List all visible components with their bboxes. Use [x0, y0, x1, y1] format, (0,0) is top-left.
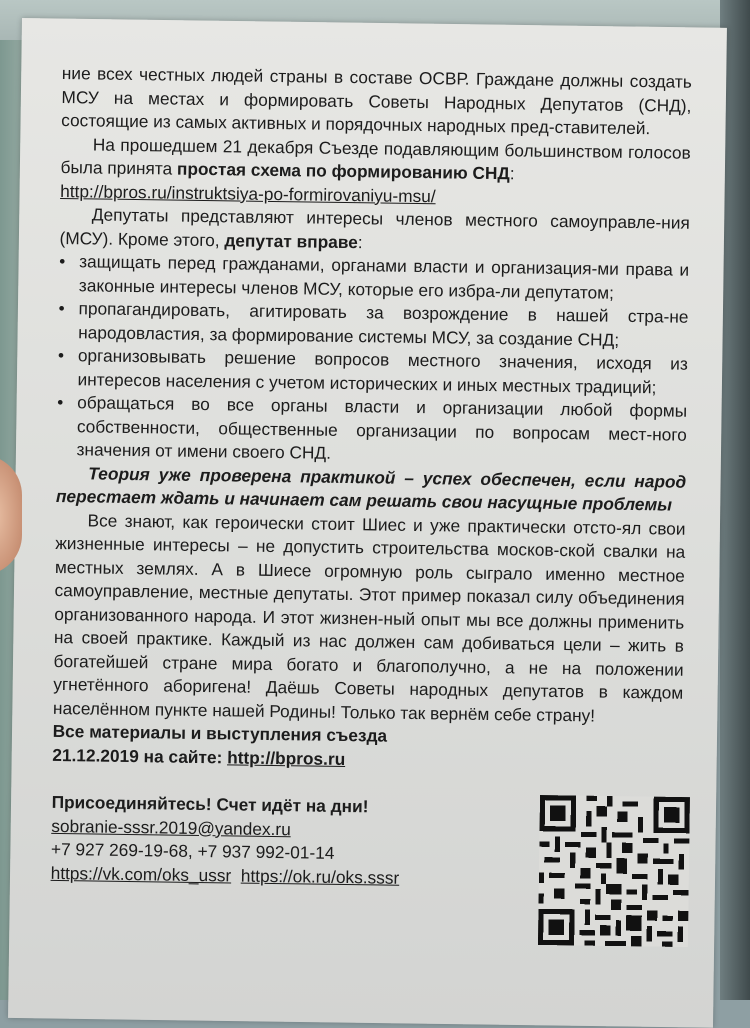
list-item: • защищать перед гражданами, органами власти и организация-ми права и законные интересы членов МСУ, которые его избра-ли депутатом; — [79, 250, 690, 306]
vk-link: https://vk.com/oks_ussr — [50, 862, 232, 885]
leaflet-text — [51, 62, 692, 894]
paragraph-2: На прошедшем 21 декабря Съезде подавляющим большинством голосов была принята простая схема по формированию СНД: http://bpros.ru/instruktsiya-po-formirovaniyu-msu/ — [60, 133, 691, 206]
emphasis-paragraph: Теория уже проверена практикой – успех обеспечен, если народ перестает ждать и начинает сам решать свои насущные проблемы — [55, 462, 687, 515]
qr-code-icon — [538, 795, 690, 947]
rights-list — [56, 250, 689, 470]
list-item: • обращаться во все органы власти и организации любой формы собственности, общественные организации по вопросам мест-ного значения от имени своего СНД. — [76, 391, 687, 470]
paragraph-3-bold: депутат вправе — [224, 229, 358, 252]
phones: +7 927 269-19-68, +7 937 992-01-14 — [50, 838, 335, 863]
materials-line-2: 21.12.2019 на сайте: http://bpros.ru — [52, 744, 346, 769]
list-item: • пропагандировать, агитировать за возрождение в нашей стра-не народовластия, за формирование системы МСУ, за создание СНД; — [78, 297, 689, 353]
site-link: http://bpros.ru — [227, 746, 346, 769]
paragraph-4: Все знают, как героически стоит Шиес и уже практически отсто-ял свои жизненные интересы – не допустить строительства москов-ской свалки на местных землях. А в Шиесе огромную роль сыграло именно местное самоуправление, местные депутаты. Этот пример показал силу объединения организованного народа. И этот жизнен-ный опыт мы все должны применить на своей практике. Каждый из нас должен сам добиваться цели – жить в богатейшей стране мира богато и благополучно, а не на положении угнетённого аборигена! Даёшь Советы народных депутатов в каждом населённом пункте нашей Родины! Только так вернём себе страну! — [52, 509, 686, 726]
paragraph-2-bold: простая схема по формированию СНД — [176, 158, 510, 184]
paragraph-3: Депутаты представляют интересы членов местного самоуправле-ния (МСУ). Кроме этого, депутат вправе: — [59, 204, 690, 252]
ok-link: https://ok.ru/oks.sssr — [240, 865, 400, 888]
paragraph-1: ние всех честных людей страны в составе ОСВР. Граждане должны создать МСУ на местах и формировать Советы Народных Депутатов (СНД), состоящие из самых активных и порядочных народных пред-ставителей. — [61, 62, 692, 139]
materials-line-1: Все материалы и выступления съезда — [52, 720, 388, 746]
instruction-link: http://bpros.ru/instruktsiya-po-formirovaniyu-msu/ — [60, 180, 436, 206]
list-item: • организовывать решение вопросов местного значения, исходя из интересов населения с учетом исторических и иных местных традиций; — [77, 344, 688, 400]
email: sobranie-sssr.2019@yandex.ru — [51, 815, 291, 839]
join-call: Присоединяйтесь! Счет идёт на дни! — [51, 791, 369, 817]
